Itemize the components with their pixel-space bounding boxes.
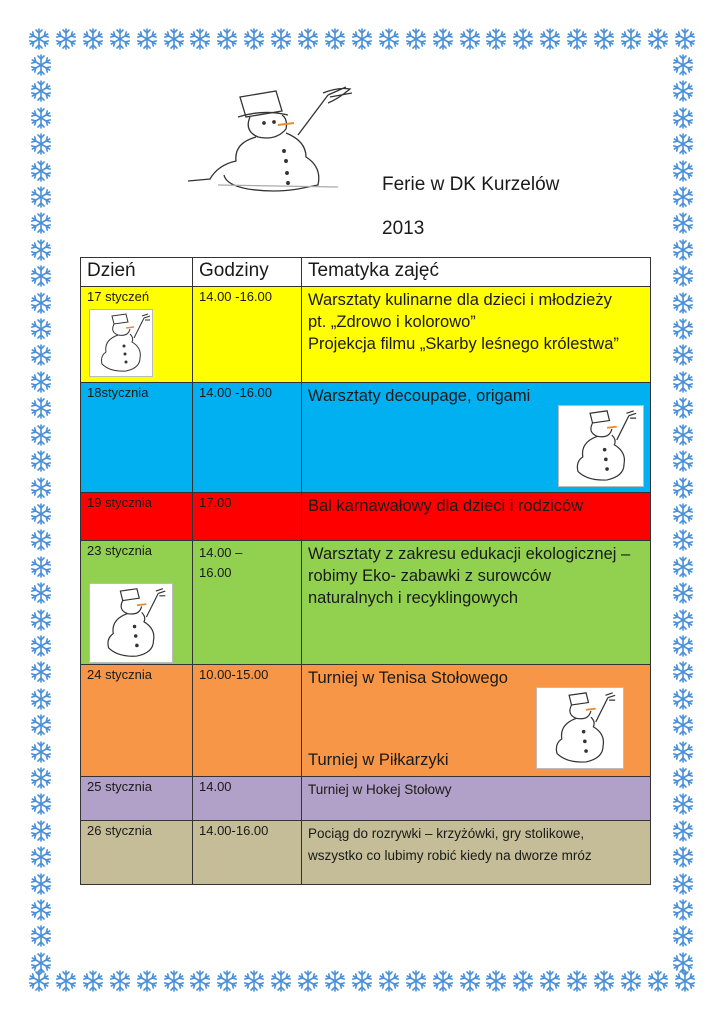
page-title: Ferie w DK Kurzelów (382, 174, 560, 195)
snowman-icon (536, 687, 624, 769)
snowflake-icon (30, 582, 52, 604)
hours-cell: 14.00-16.00 (193, 821, 302, 885)
topic-line: naturalnych i recyklingowych (308, 589, 519, 607)
snowflake-icon (539, 28, 561, 50)
snowflake-border-top (28, 26, 696, 52)
snowflake-icon (324, 970, 346, 992)
snowflake-icon (30, 529, 52, 551)
snowflake-icon (672, 54, 694, 76)
snowflake-icon (459, 970, 481, 992)
snowflake-icon (512, 970, 534, 992)
snowflake-icon (82, 28, 104, 50)
snowflake-icon (30, 133, 52, 155)
table-row (81, 665, 651, 777)
snowflake-icon (243, 28, 265, 50)
snowflake-icon (189, 28, 211, 50)
snowflake-icon (459, 28, 481, 50)
snowman-icon (178, 85, 368, 195)
snowflake-icon (30, 424, 52, 446)
snowflake-icon (30, 846, 52, 868)
snowflake-icon (593, 28, 615, 50)
snowflake-icon (30, 160, 52, 182)
snowflake-icon (620, 28, 642, 50)
table-row (81, 777, 651, 821)
snowflake-icon (405, 970, 427, 992)
snowflake-icon (163, 970, 185, 992)
snowflake-icon (672, 714, 694, 736)
snowflake-icon (28, 28, 50, 50)
snowflake-icon (30, 793, 52, 815)
hours-cell: 14.00 (193, 777, 302, 821)
snowflake-icon (30, 450, 52, 472)
snowflake-icon (30, 899, 52, 921)
snowflake-icon (351, 28, 373, 50)
topic-line: Turniej w Piłkarzyki (308, 751, 449, 769)
topic-cell: Bal karnawałowy dla dzieci i rodziców (302, 493, 651, 541)
topic-cell (302, 821, 651, 885)
day-cell (81, 287, 193, 383)
page-year: 2013 (382, 218, 425, 239)
snowflake-icon (30, 635, 52, 657)
snowflake-icon (672, 239, 694, 261)
snowflake-icon (30, 503, 52, 525)
snowflake-icon (30, 54, 52, 76)
snowflake-icon (672, 925, 694, 947)
snowflake-icon (672, 133, 694, 155)
column-header-hours: Godziny (193, 258, 302, 287)
snowflake-icon (270, 28, 292, 50)
column-header-day: Dzień (81, 258, 193, 287)
topic-line: Projekcja filmu „Skarby leśnego królestwa” (308, 335, 619, 353)
snowflake-icon (378, 970, 400, 992)
snowflake-icon (485, 970, 507, 992)
snowflake-icon (136, 970, 158, 992)
snowflake-icon (30, 767, 52, 789)
topic-line: robimy Eko- zabawki z surowców (308, 567, 551, 585)
snowman-icon (89, 583, 173, 663)
snowflake-icon (672, 873, 694, 895)
snowflake-icon (672, 846, 694, 868)
day-cell (81, 541, 193, 665)
snowflake-icon (136, 28, 158, 50)
snowflake-icon (405, 28, 427, 50)
snowflake-icon (30, 80, 52, 102)
snowflake-icon (30, 714, 52, 736)
snowflake-icon (351, 970, 373, 992)
snowflake-icon (672, 793, 694, 815)
table-row (81, 287, 651, 383)
snowflake-icon (30, 239, 52, 261)
table-row (81, 541, 651, 665)
topic-cell: Turniej w Hokej Stołowy (302, 777, 651, 821)
snowflake-icon (30, 397, 52, 419)
day-cell: 19 stycznia (81, 493, 193, 541)
snowflake-icon (512, 28, 534, 50)
snowflake-icon (216, 28, 238, 50)
snowflake-icon (30, 688, 52, 710)
table-header-row (81, 258, 651, 287)
snowflake-icon (672, 609, 694, 631)
topic-line: Turniej w Tenisa Stołowego (308, 669, 508, 687)
snowman-icon (558, 405, 644, 487)
snowflake-icon (30, 477, 52, 499)
snowflake-icon (30, 371, 52, 393)
hours-cell (193, 541, 302, 665)
snowflake-icon (672, 503, 694, 525)
snowflake-icon (30, 741, 52, 763)
snowflake-icon (55, 28, 77, 50)
snowflake-icon (30, 107, 52, 129)
snowflake-icon (672, 265, 694, 287)
topic-cell (302, 541, 651, 665)
snowflake-icon (672, 820, 694, 842)
snowflake-icon (672, 952, 694, 974)
snowflake-icon (672, 318, 694, 340)
snowflake-icon (216, 970, 238, 992)
column-header-topic: Tematyka zajęć (302, 258, 651, 287)
snowflake-icon (30, 925, 52, 947)
topic-line: pt. „Zdrowo i kolorowo” (308, 313, 476, 331)
hours-line: 16.00 (199, 565, 232, 580)
day-cell: 26 stycznia (81, 821, 193, 885)
snowflake-icon (378, 28, 400, 50)
hours-cell: 10.00-15.00 (193, 665, 302, 777)
snowflake-icon (672, 741, 694, 763)
snowflake-icon (672, 107, 694, 129)
topic-line: Warsztaty decoupage, origami (308, 387, 531, 405)
snowflake-icon (672, 688, 694, 710)
table-row (81, 383, 651, 493)
snowflake-icon (30, 952, 52, 974)
topic-cell (302, 665, 651, 777)
snowflake-icon (672, 292, 694, 314)
snowflake-icon (30, 661, 52, 683)
snowflake-icon (30, 318, 52, 340)
topic-line: Pociąg do rozrywki – krzyżówki, gry stolikowe, (308, 826, 585, 841)
hours-cell: 14.00 -16.00 (193, 383, 302, 493)
snowflake-icon (672, 160, 694, 182)
snowflake-icon (672, 344, 694, 366)
snowflake-icon (672, 80, 694, 102)
day-text: 17 styczeń (87, 289, 150, 304)
snowflake-icon (593, 970, 615, 992)
snowflake-icon (672, 371, 694, 393)
snowflake-icon (243, 970, 265, 992)
snowflake-icon (297, 28, 319, 50)
snowflake-icon (539, 970, 561, 992)
day-cell: 18stycznia (81, 383, 193, 493)
topic-cell (302, 287, 651, 383)
table-row (81, 493, 651, 541)
snowflake-icon (672, 397, 694, 419)
snowflake-icon (672, 556, 694, 578)
snowflake-icon (30, 609, 52, 631)
snowflake-icon (30, 556, 52, 578)
snowflake-icon (672, 899, 694, 921)
snowflake-icon (674, 28, 696, 50)
hours-cell: 17.00 (193, 493, 302, 541)
snowflake-icon (672, 424, 694, 446)
snowflake-icon (566, 28, 588, 50)
snowflake-icon (30, 292, 52, 314)
snowflake-border-right (670, 54, 696, 974)
table-row (81, 821, 651, 885)
snowflake-icon (672, 635, 694, 657)
snowflake-icon (647, 970, 669, 992)
snowflake-icon (672, 529, 694, 551)
snowflake-icon (620, 970, 642, 992)
snowflake-icon (324, 28, 346, 50)
snowflake-icon (566, 970, 588, 992)
snowflake-icon (189, 970, 211, 992)
snowflake-icon (109, 970, 131, 992)
day-cell: 25 stycznia (81, 777, 193, 821)
day-cell: 24 stycznia (81, 665, 193, 777)
snowflake-icon (30, 873, 52, 895)
snowflake-border-bottom (28, 968, 696, 994)
snowflake-icon (297, 970, 319, 992)
snowflake-icon (109, 28, 131, 50)
snowflake-icon (30, 265, 52, 287)
snowflake-icon (30, 212, 52, 234)
snowflake-icon (672, 212, 694, 234)
snowflake-icon (672, 186, 694, 208)
snowflake-icon (82, 970, 104, 992)
day-text: 23 stycznia (87, 543, 153, 558)
snowflake-icon (485, 28, 507, 50)
topic-cell (302, 383, 651, 493)
hours-cell: 14.00 -16.00 (193, 287, 302, 383)
snowflake-icon (647, 28, 669, 50)
topic-line: Warsztaty z zakresu edukacji ekologicznej – (308, 545, 631, 563)
snowflake-icon (30, 344, 52, 366)
snowman-icon (89, 309, 153, 377)
snowflake-icon (55, 970, 77, 992)
snowflake-icon (432, 28, 454, 50)
snowflake-icon (270, 970, 292, 992)
snowflake-border-left (28, 54, 54, 974)
snowflake-icon (30, 820, 52, 842)
snowflake-icon (672, 450, 694, 472)
hours-line: 14.00 – (199, 545, 243, 560)
snowflake-icon (163, 28, 185, 50)
snowflake-icon (672, 661, 694, 683)
snowflake-icon (432, 970, 454, 992)
snowflake-icon (672, 477, 694, 499)
snowflake-icon (30, 186, 52, 208)
schedule-table (80, 257, 651, 885)
topic-line: wszystko co lubimy robić kiedy na dworze mróz (308, 848, 592, 863)
snowflake-icon (672, 767, 694, 789)
snowflake-icon (672, 582, 694, 604)
topic-line: Warsztaty kulinarne dla dzieci i młodzieży (308, 291, 612, 309)
